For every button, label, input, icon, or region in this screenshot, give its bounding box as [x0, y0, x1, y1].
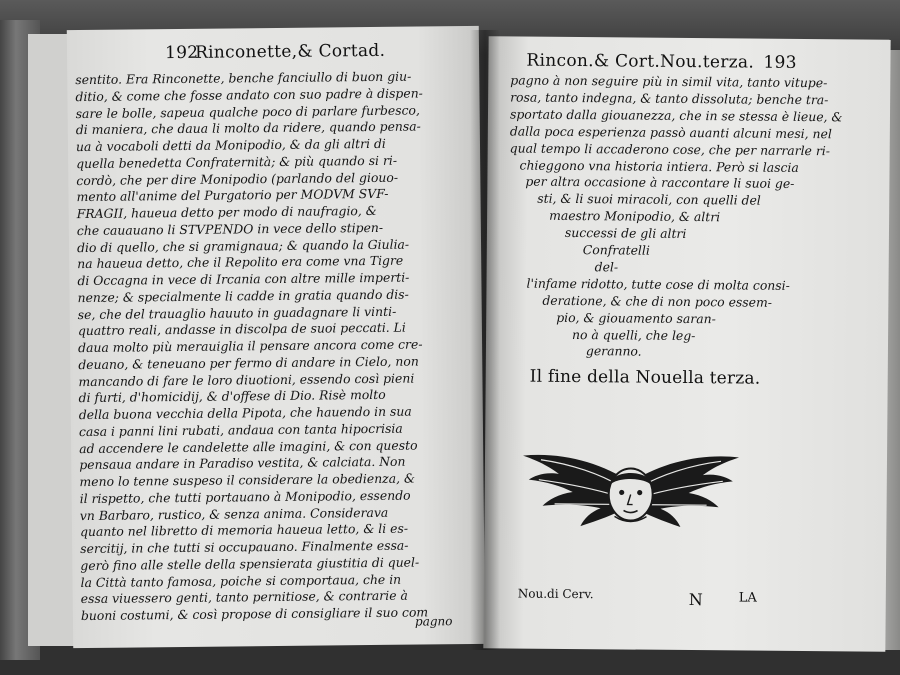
text-line: buoni costumi, & così propose di consigliare il suo com	[80, 604, 429, 624]
page-number: 193	[763, 52, 797, 73]
text-line: cordò, che per dire Monipodio (parlando del giouo-	[76, 169, 399, 188]
text-line: sercitij, in che tutti si occupauano. Finalmente essa-	[80, 537, 409, 557]
text-line: dalla poca esperienza passò auanti alcuni mesi, nel	[509, 123, 832, 141]
text-line: il rispetto, che tutti portauano à Monipodio, essendo	[79, 487, 411, 506]
book-gutter	[470, 30, 500, 650]
text-line: quattro reali, andasse in discolpa de suoi peccati. Li	[77, 319, 406, 339]
text-line: pio, & giouamento saran-	[556, 309, 716, 326]
text-line: sti, & li suoi miracoli, con quelli del	[537, 190, 761, 208]
text-line: deuano, & teneuano per fermo di andare in Cielo, non	[78, 353, 419, 372]
text-line: no à quelli, che leg-	[572, 326, 696, 343]
text-line: geranno.	[585, 343, 642, 359]
text-line: che cauauano li STVPENDO in vece dello stipen-	[76, 219, 384, 238]
text-line: chieggono vna historia intiera. Però si lascia	[519, 157, 799, 175]
text-line: sportato dalla giouanezza, che in se stessa è lieue, &	[509, 106, 843, 125]
running-title: Rinconette,& Cortad.	[194, 40, 386, 63]
text-line: la Città tanto famosa, poiche si comportaua, che in	[80, 571, 402, 590]
right-page	[483, 36, 890, 651]
text-line: di Occagna in vece di Ircania con altre mille imperti-	[77, 269, 410, 289]
text-line: FRAGII, haueua detto per modo di naufragio, &	[76, 202, 377, 222]
text-line: essa viuessero genti, tanto pernitiose, & contrarie à	[80, 587, 408, 607]
text-line: sentito. Era Rinconette, benche fanciullo di buon giu-	[75, 68, 412, 88]
text-line: rosa, tanto indegna, & tanto dissoluta; benche tra-	[510, 89, 829, 108]
text-line: pensaua andare in Paradiso vestita, & calciata. Non	[79, 453, 406, 473]
text-line: se, che del trauaglio hauuto in guadagnare li vinti-	[77, 303, 397, 322]
signature-text: Nou.di Cerv.	[517, 586, 594, 602]
text-line: per altra occasione à raccontare li suoi ge-	[525, 173, 795, 192]
text-line: casa i panni lini rubati, andaua con tanta hipocrisia	[78, 420, 403, 439]
text-line: successi de gli altri	[564, 225, 687, 242]
text-line: ua à vocaboli detti da Monipodio, & da gli altri di	[75, 135, 386, 155]
text-line: dio di quello, che si gramignaua; & quando la Giulia-	[76, 236, 410, 255]
text-line: del-	[594, 259, 619, 275]
text-line: l'infame ridotto, tutte cose di molta consi-	[526, 275, 790, 293]
text-line: maestro Monipodio, & altri	[549, 207, 721, 225]
text-line: meno lo tenne suspeso il considerare la obedienza, &	[79, 470, 416, 490]
running-title: Rincon.& Cort.Nou.terza.	[526, 50, 755, 73]
text-line: quanto nel libretto di memoria haueua letto, & li es-	[79, 520, 409, 540]
left-page	[67, 26, 485, 648]
text-line: gerò fino alle stelle della spensierata giustitia di quel-	[80, 554, 420, 573]
catchword: LA	[738, 590, 757, 606]
signature-mark: N	[688, 590, 703, 610]
text-line: sare le bolle, sapeua qualche poco di parlare furbesco,	[75, 101, 420, 121]
catchword: pagno	[414, 614, 453, 629]
text-line: quella benedetta Confraternità; & più quando si ri-	[76, 152, 398, 171]
text-line: nenze; & specialmente li cadde in gratia quando dis-	[77, 286, 409, 305]
page-number: 192	[164, 42, 199, 64]
text-line: daua molto più merauiglia il pensare ancora come cre-	[78, 336, 423, 356]
text-line: di furti, d'homicidij, & d'offese di Dio. Risè molto	[78, 387, 386, 406]
text-line: mento all'anime del Purgatorio per MODVM SVF-	[76, 186, 389, 205]
text-line: di maniera, che daua li molto da ridere, quando pensa-	[75, 118, 421, 138]
closing-line: Il fine della Nouella terza.	[529, 366, 761, 389]
text-line: Confratelli	[582, 242, 650, 258]
text-line: ditio, & come che fosse andato con suo padre à dispen-	[75, 85, 423, 104]
text-line: pagno à non seguire più in simil vita, tanto vitupe-	[510, 72, 828, 91]
text-line: vn Barbaro, rustico, & senza anima. Considerava	[79, 504, 389, 523]
text-line: ad accendere le candelette alle imagini, & con questo	[79, 437, 418, 456]
text-line: della buona vecchia della Pipota, che hauendo in sua	[78, 403, 412, 423]
text-line: qual tempo li accaderono cose, che per narrarle ri-	[509, 140, 831, 158]
text-line: na haueua detto, che il Repolito era come vna Tigre	[77, 252, 404, 272]
winged-cherub-icon	[520, 442, 741, 544]
text-line: mancando di fare le loro diuotioni, essendo così pieni	[78, 370, 415, 389]
text-line: deratione, & che di non poco essem-	[542, 292, 773, 310]
